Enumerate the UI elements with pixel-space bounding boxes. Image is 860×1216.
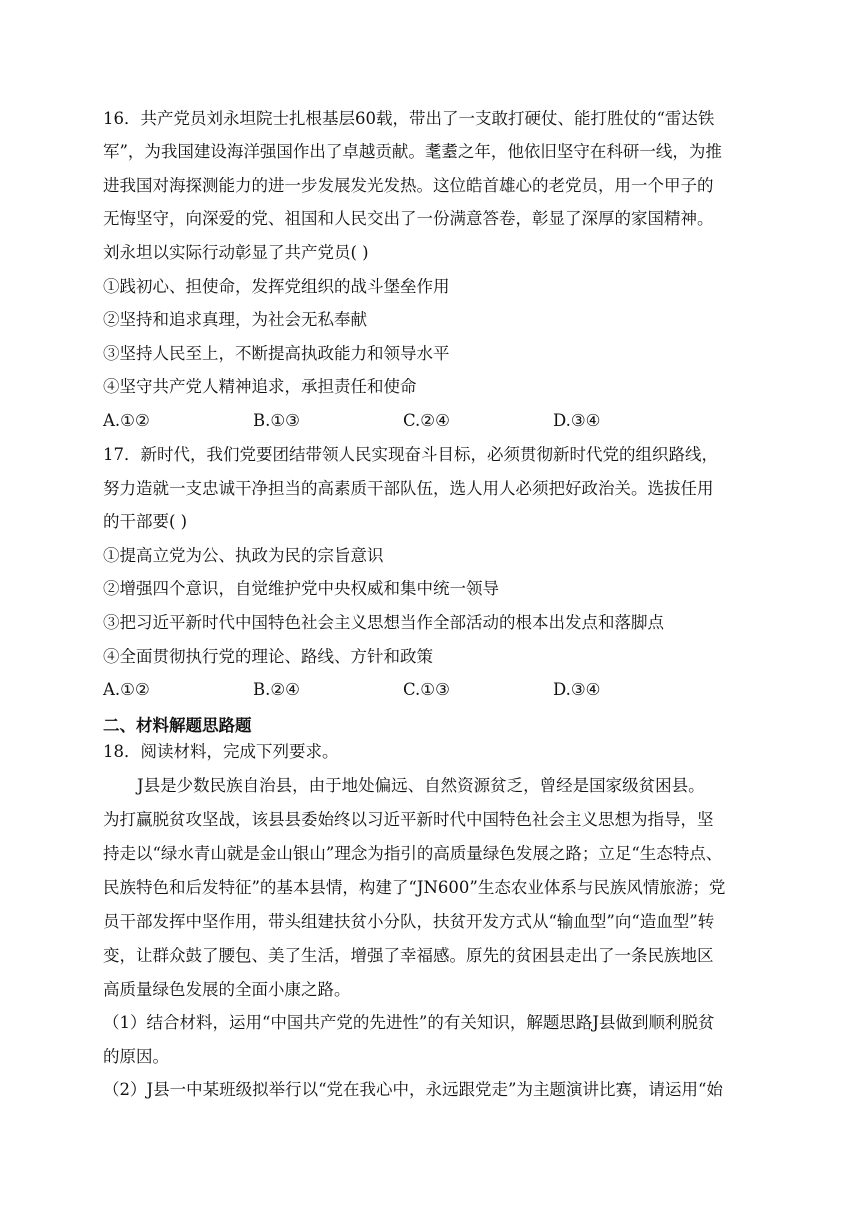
q18-sub2-line-1: （2）J县一中某班级拟举行以“党在我心中，永远跟党走”为主题演讲比赛，请运用“始 [103, 1080, 723, 1099]
q16-stem-line-2: 军”，为我国建设海洋强国作出了卓越贡献。耄耋之年，他依旧坚守在科研一线，为推 [103, 142, 722, 161]
q16-stem-line-4: 无悔坚守，向深爱的党、祖国和人民交出了一份满意答卷，彰显了深厚的家国精神。 [103, 209, 714, 228]
q16-stem-line-1: 16．共产党员刘永坦院士扎根基层60载，带出了一支敢打硬仗、能打胜仗的“雷达铁 [103, 109, 715, 128]
q17-item-3: ③把习近平新时代中国特色社会主义思想当作全部活动的根本出发点和落脚点 [103, 613, 664, 632]
q17-stem-line-3: 的干部要( ) [103, 512, 188, 531]
q18-material-line-6: 变，让群众鼓了腰包、美了生活，增强了幸福感。原先的贫困县走出了一条民族地区 [103, 946, 714, 965]
q18-material-line-2: 为打赢脱贫攻坚战，该县县委始终以习近平新时代中国特色社会主义思想为指导，坚 [103, 810, 714, 829]
q16-options [103, 410, 763, 432]
section-heading: 二、材料解题思路题 [103, 716, 252, 735]
q17-options [103, 679, 763, 701]
q17-stem-line-1: 17．新时代，我们党要团结带领人民实现奋斗目标，必须贯彻新时代党的组织路线， [103, 445, 718, 464]
q16-item-3: ③坚持人民至上，不断提高执政能力和领导水平 [103, 344, 450, 363]
q16-item-2: ②坚持和追求真理，为社会无私奉献 [103, 310, 367, 329]
q16-option-b: B.①③ [253, 411, 300, 430]
q16-option-d: D.③④ [553, 411, 601, 430]
q18-material-line-7: 高质量绿色发展的全面小康之路。 [103, 980, 351, 999]
q16-option-c: C.②④ [403, 411, 450, 430]
q18-intro: 18．阅读材料，完成下列要求。 [103, 742, 339, 761]
q18-material-line-1: J县是少数民族自治县，由于地处偏远、自然资源贫乏，曾经是国家级贫困县。 [137, 776, 705, 795]
q18-material-line-5: 员干部发挥中坚作用，带头组建扶贫小分队，扶贫开发方式从“输血型”向“造血型”转 [103, 912, 715, 931]
q17-stem-line-2: 努力造就一支忠诚干净担当的高素质干部队伍，选人用人必须把好政治关。选拔任用 [103, 479, 714, 498]
q16-stem-line-5: 刘永坦以实际行动彰显了共产党员( ) [103, 243, 369, 262]
q16-item-1: ①践初心、担使命，发挥党组织的战斗堡垒作用 [103, 277, 450, 296]
q17-option-a: A.①② [103, 680, 150, 699]
q16-stem-line-3: 进我国对海探测能力的进一步发展发光发热。这位皓首雄心的老党员，用一个甲子的 [103, 176, 714, 195]
q17-item-1: ①提高立党为公、执政为民的宗旨意识 [103, 546, 384, 565]
q17-option-d: D.③④ [553, 680, 601, 699]
q17-option-b: B.②④ [253, 680, 300, 699]
q17-item-4: ④全面贯彻执行党的理论、路线、方针和政策 [103, 647, 433, 666]
q17-item-2: ②增强四个意识，自觉维护党中央权威和集中统一领导 [103, 579, 499, 598]
q17-option-c: C.①③ [403, 680, 450, 699]
q18-sub1-line-2: 的原因。 [103, 1047, 169, 1066]
q16-option-a: A.①② [103, 411, 150, 430]
q18-material-line-3: 持走以“绿水青山就是金山银山”理念为指引的高质量绿色发展之路；立足“生态特点、 [103, 844, 723, 863]
q18-sub1-line-1: （1）结合材料，运用“中国共产党的先进性”的有关知识，解题思路J县做到顺利脱贫 [103, 1013, 715, 1032]
q18-material-line-4: 民族特色和后发特征”的基本县情，构建了“JN600”生态农业体系与民族风情旅游；党 [103, 878, 726, 897]
q16-item-4: ④坚守共产党人精神追求，承担责任和使命 [103, 377, 417, 396]
